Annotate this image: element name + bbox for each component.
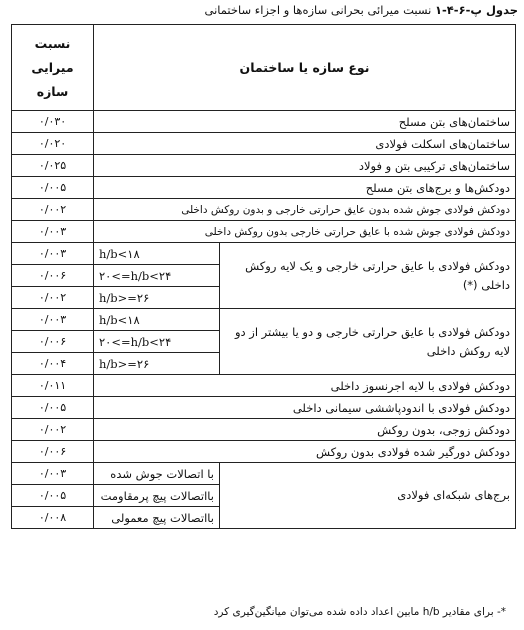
damping-ratio: ۰/۰۰۲ [12, 419, 94, 441]
ratio-condition: h/b>=۲۶ [94, 287, 220, 309]
damping-ratio: ۰/۰۰۳ [12, 243, 94, 265]
ratio-condition: با اتصالات جوش شده [94, 463, 220, 485]
structure-type: ساختمان‌های اسکلت فولادی [94, 133, 516, 155]
damping-ratio: ۰/۰۰۳ [12, 221, 94, 243]
table-label: جدول پ-۶-۴-۱ [434, 3, 518, 17]
damping-ratio: ۰/۰۰۶ [12, 441, 94, 463]
group-name: دودکش فولادی با عایق حرارتی خارجی و دو یا بیشتر از دو لایه روکش داخلی [220, 309, 516, 375]
table-row [12, 111, 516, 133]
structure-type: ساختمان‌های ترکیبی بتن و فولاد [94, 155, 516, 177]
ratio-condition: h/b<۱۸ [94, 243, 220, 265]
damping-ratio: ۰/۰۰۳ [12, 463, 94, 485]
table-row [12, 375, 516, 397]
damping-ratio: ۰/۰۲۵ [12, 155, 94, 177]
damping-ratio: ۰/۰۰۲ [12, 287, 94, 309]
ratio-condition: بااتصالات پیچ پرمقاومت [94, 485, 220, 507]
structure-type: دودکش فولادی جوش شده بدون عایق حرارتی خارجی و بدون روکش داخلی [94, 199, 516, 221]
damping-ratio: ۰/۰۰۵ [12, 177, 94, 199]
table-title [6, 3, 518, 17]
ratio-condition: h/b>=۲۶ [94, 353, 220, 375]
table-row [12, 133, 516, 155]
ratio-condition: ۲۰<=h/b<۲۴ [94, 265, 220, 287]
table-row [12, 419, 516, 441]
structure-type: دودکش‌ها و برج‌های بتن مسلح [94, 177, 516, 199]
type-column-header: نوع سازه یا ساختمان [94, 25, 516, 111]
ratio-condition: h/b<۱۸ [94, 309, 220, 331]
footnote: *- برای مقادیر h/b مابین اعداد داده شده می‌توان میانگین‌گیری کرد [213, 606, 506, 618]
structure-type: دودکش فولادی جوش شده با عایق حرارتی خارجی بدون روکش داخلی [94, 221, 516, 243]
damping-table [11, 24, 516, 529]
ratio-condition: ۲۰<=h/b<۲۴ [94, 331, 220, 353]
table-row [12, 199, 516, 221]
table-row [12, 441, 516, 463]
table-row [12, 155, 516, 177]
table-row [12, 463, 516, 485]
damping-ratio: ۰/۰۰۴ [12, 353, 94, 375]
table-row [12, 243, 516, 265]
structure-type: دودکش زوجی، بدون روکش [94, 419, 516, 441]
table-caption: نسبت میرائی بحرانی سازه‌ها و اجزاء ساختمانی [204, 3, 432, 17]
damping-ratio: ۰/۰۱۱ [12, 375, 94, 397]
table-row [12, 177, 516, 199]
damping-ratio: ۰/۰۰۸ [12, 507, 94, 529]
damping-ratio: ۰/۰۰۳ [12, 309, 94, 331]
damping-ratio: ۰/۰۰۵ [12, 397, 94, 419]
structure-type: دودکش دورگیر شده فولادی بدون روکش [94, 441, 516, 463]
ratio-condition: بااتصالات پیچ معمولی [94, 507, 220, 529]
ratio-column-header: نسبت میرایی سازه [12, 25, 94, 111]
damping-ratio: ۰/۰۰۲ [12, 199, 94, 221]
damping-ratio: ۰/۰۰۶ [12, 331, 94, 353]
damping-ratio: ۰/۰۰۶ [12, 265, 94, 287]
table-row [12, 397, 516, 419]
group-name: برج‌های شبکه‌ای فولادی [220, 463, 516, 529]
group-name: دودکش فولادی با عایق حرارتی خارجی و یک لایه روکش داخلی (*) [220, 243, 516, 309]
damping-ratio: ۰/۰۰۵ [12, 485, 94, 507]
table-row [12, 221, 516, 243]
structure-type: دودکش فولادی با اندودپاششی سیمانی داخلی [94, 397, 516, 419]
damping-ratio: ۰/۰۳۰ [12, 111, 94, 133]
structure-type: ساختمان‌های بتن مسلح [94, 111, 516, 133]
damping-ratio: ۰/۰۲۰ [12, 133, 94, 155]
structure-type: دودکش فولادی با لایه اجرنسوز داخلی [94, 375, 516, 397]
table-row [12, 309, 516, 331]
header-row [12, 25, 516, 111]
